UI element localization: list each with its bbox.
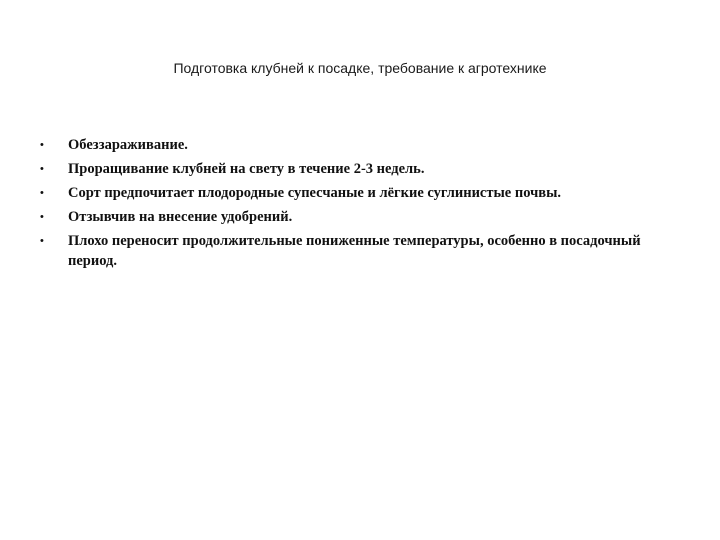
list-item-text: Обеззараживание. — [68, 137, 188, 153]
list-item — [40, 205, 650, 229]
bullet-icon: • — [40, 211, 44, 223]
list-item — [40, 181, 650, 205]
bullet-icon: • — [40, 235, 44, 247]
list-item-text: Проращивание клубней на свету в течение 2-3 недель. — [68, 161, 425, 177]
list-item-text: Отзывчив на внесение удобрений. — [68, 209, 293, 225]
bullet-icon: • — [40, 163, 44, 175]
slide-title: Подготовка клубней к посадке, требование к агротехнике — [173, 60, 547, 76]
list-item — [40, 229, 650, 273]
list-item — [40, 133, 650, 157]
list-item-text: Плохо переносит продолжительные пониженные температуры, особенно в посадочный период. — [68, 233, 641, 269]
bullet-list — [40, 133, 650, 273]
list-item — [40, 157, 650, 181]
bullet-icon: • — [40, 139, 44, 151]
bullet-icon: • — [40, 187, 44, 199]
list-item-text: Сорт предпочитает плодородные супесчаные и лёгкие суглинистые почвы. — [68, 185, 562, 201]
